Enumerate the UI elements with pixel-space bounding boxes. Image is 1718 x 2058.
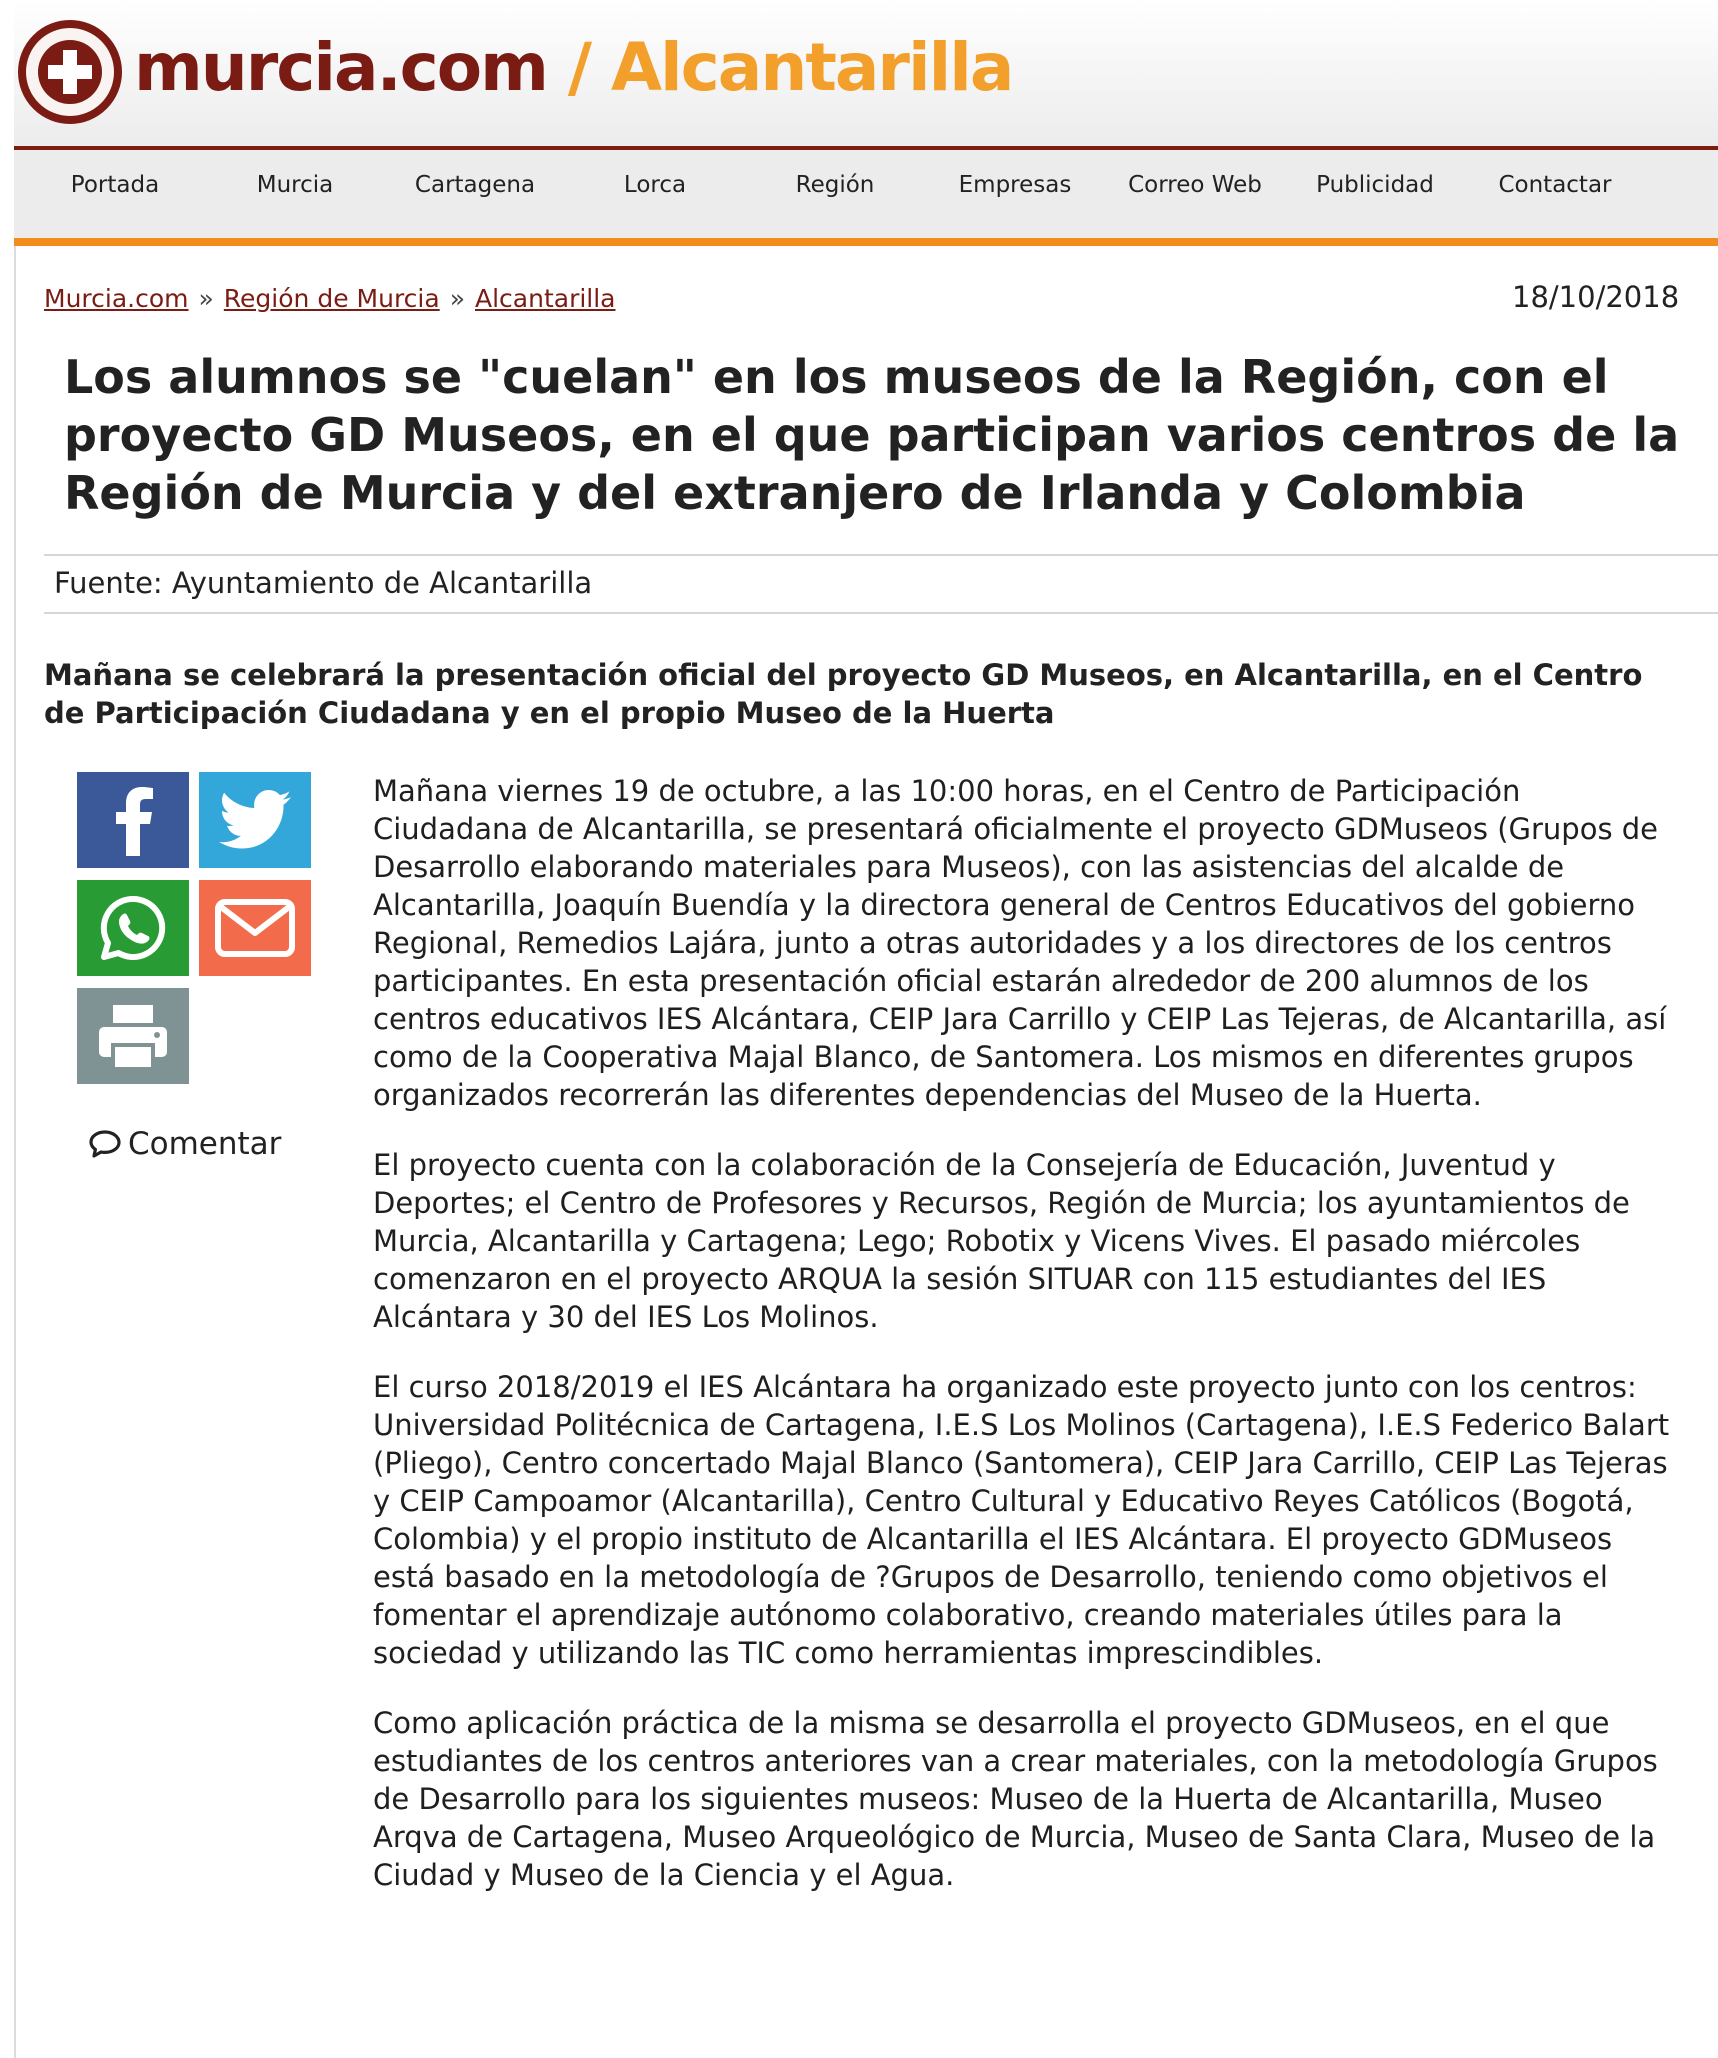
nav-contactar[interactable]: Contactar: [1498, 172, 1612, 198]
comment-button[interactable]: [88, 1126, 281, 1162]
nav-cartagena[interactable]: Cartagena: [414, 172, 536, 198]
title-line: Región de Murcia y del extranjero de Irlanda y Colombia: [64, 466, 1526, 520]
whatsapp-icon: [98, 893, 168, 963]
share-facebook-button[interactable]: [77, 772, 189, 868]
nav-empresas[interactable]: Empresas: [958, 172, 1072, 198]
article-paragraph: Mañana viernes 19 de octubre, a las 10:00 horas, en el Centro de Participación Ciudadana de Alcantarilla, se presentará oficialmente el proyecto GDMuseos (Grupos de Desarrollo elaborando materiales para Museos), con las asistencias del alcalde de Alcantarilla, Joaquín Buendía y la directora general de Centros Educativos del gobierno Regional, Remedios Lajára, junto a otras autoridades y a los directores de los centros participantes. En esta presentación oficial estarán alrededor de 200 alumnos de los centros educativos IES Alcántara, CEIP Jara Carrillo y CEIP Las Tejeras, de Alcantarilla, así como de la Cooperativa Majal Blanco, de Santomera. Los mismos en diferentes grupos organizados recorrerán las diferentes dependencias del Museo de la Huerta.: [373, 774, 1667, 1112]
breadcrumb-separator: »: [449, 284, 465, 313]
twitter-icon: [219, 790, 291, 850]
site-header: [14, 0, 1718, 146]
nav-correo-web[interactable]: Correo Web: [1128, 172, 1262, 198]
logo-section-text: / Alcantarilla: [546, 29, 1013, 106]
print-icon: [95, 1001, 171, 1071]
logo-main-text: murcia.com: [134, 29, 547, 106]
nav-portada[interactable]: Portada: [70, 172, 160, 198]
article-source: Fuente: Ayuntamiento de Alcantarilla: [54, 566, 593, 600]
breadcrumb: [44, 284, 616, 313]
email-icon: [215, 899, 295, 957]
share-whatsapp-button[interactable]: [77, 880, 189, 976]
title-line: proyecto GD Museos, en el que participan varios centros de la: [64, 408, 1680, 462]
breadcrumb-separator: »: [198, 284, 214, 313]
title-line: Los alumnos se "cuelan" en los museos de la Región, con el: [64, 350, 1609, 404]
breadcrumb-murcia[interactable]: Murcia.com: [44, 284, 189, 313]
site-logo[interactable]: [134, 28, 1012, 108]
breadcrumb-region[interactable]: Región de Murcia: [223, 284, 440, 313]
main-nav: [14, 150, 1718, 238]
article-title: [64, 348, 1718, 522]
breadcrumb-alcantarilla[interactable]: Alcantarilla: [474, 284, 616, 313]
divider: [44, 612, 1718, 614]
nav-divider: [14, 238, 1718, 246]
article-paragraph: Como aplicación práctica de la misma se desarrolla el proyecto GDMuseos, en el que estudiantes de los centros anteriores van a crear materiales, con la metodología Grupos de Desarrollo para los siguientes museos: Museo de la Huerta de Alcantarilla, Museo Arqva de Cartagena, Museo Arqueológico de Murcia, Museo de Santa Clara, Museo de la Ciudad y Museo de la Ciencia y el Agua.: [373, 1706, 1658, 1892]
speech-bubble-icon: [88, 1129, 122, 1159]
nav-region[interactable]: Región: [795, 172, 875, 198]
nav-murcia[interactable]: Murcia: [256, 172, 334, 198]
share-twitter-button[interactable]: [199, 772, 311, 868]
article-body: [373, 772, 1673, 1926]
divider: [44, 554, 1718, 556]
article-subtitle: Mañana se celebrará la presentación oficial del proyecto GD Museos, en Alcantarilla, en el Centro de Participación Ciudadana y en el propio Museo de la Huerta: [44, 658, 1643, 730]
article-paragraph: El proyecto cuenta con la colaboración de la Consejería de Educación, Juventud y Deportes; el Centro de Profesores y Recursos, Región de Murcia; los ayuntamientos de Murcia, Alcantarilla y Cartagena; Lego; Robotix y Vicens Vives. El pasado miércoles comenzaron en el proyecto ARQUA la sesión SITUAR con 115 estudiantes del IES Alcántara y 30 del IES Los Molinos.: [373, 1148, 1630, 1334]
nav-lorca[interactable]: Lorca: [623, 172, 687, 198]
print-button[interactable]: [77, 988, 189, 1084]
article-paragraph: El curso 2018/2019 el IES Alcántara ha organizado este proyecto junto con los centros: Universidad Politécnica de Cartagena, I.E.S Los Molinos (Cartagena), I.E.S Federico Balart (Pliego), Centro concertado Majal Blanco (Santomera), CEIP Jara Carrillo, CEIP Las Tejeras y CEIP Campoamor (Alcantarilla), Centro Cultural y Educativo Reyes Católicos (Bogotá, Colombia) y el propio instituto de Alcantarilla el IES Alcántara. El proyecto GDMuseos está basado en la metodología de ?Grupos de Desarrollo, teniendo como objetivos el fomentar el aprendizaje autónomo colaborativo, creando materiales útiles para la sociedad y utilizando las TIC como herramientas imprescindibles.: [373, 1370, 1670, 1670]
comment-label: Comentar: [128, 1126, 282, 1162]
share-email-button[interactable]: [199, 880, 311, 976]
article-date: 18/10/2018: [1512, 280, 1680, 314]
nav-publicidad[interactable]: Publicidad: [1316, 172, 1434, 198]
facebook-icon: [110, 784, 156, 856]
murcia-logo-icon[interactable]: [18, 20, 122, 124]
